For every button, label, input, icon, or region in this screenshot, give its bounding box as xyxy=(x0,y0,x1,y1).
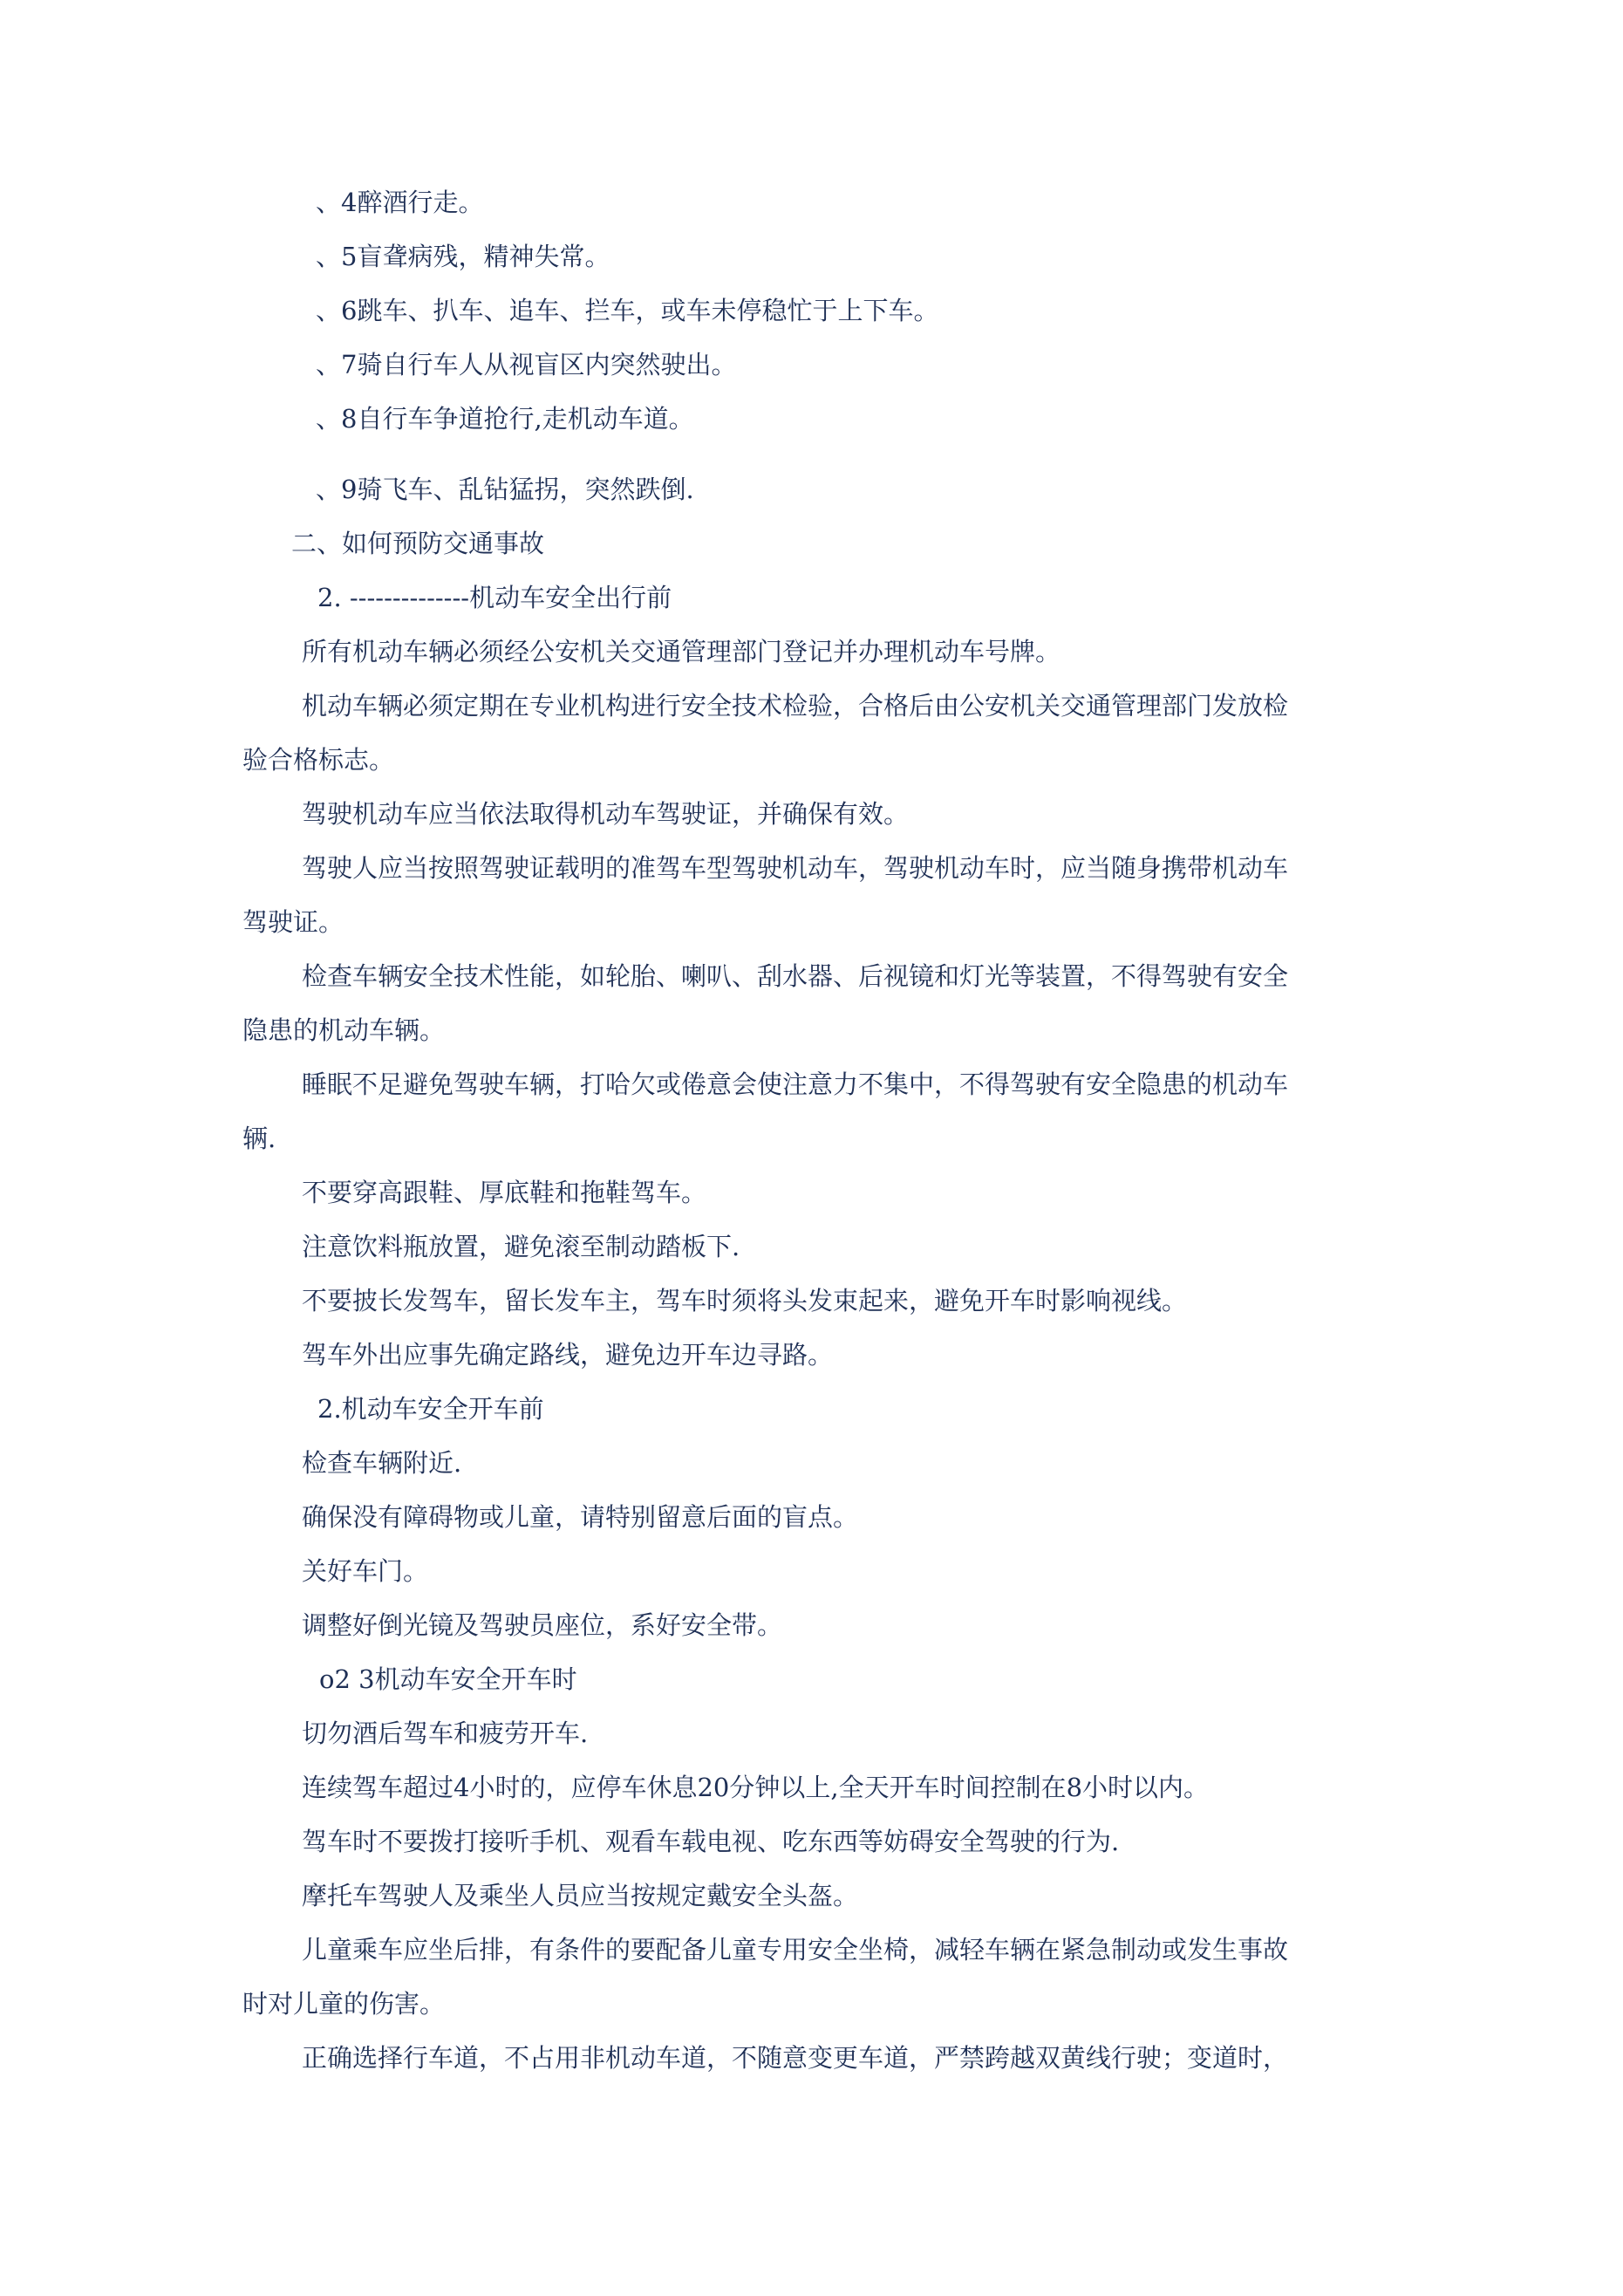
paragraph-hair: 不要披长发驾车，留长发车主，驾车时须将头发束起来，避免开车时影响视线。 xyxy=(302,1286,1188,1315)
paragraph-lane: 正确选择行车道，不占用非机动车道，不随意变更车道，严禁跨越双黄线行驶；变道时， xyxy=(302,2043,1289,2073)
list-item-4: 、4醉酒行走。 xyxy=(316,188,484,217)
paragraph-bottle: 注意饮料瓶放置，避免滚至制动踏板下. xyxy=(302,1232,740,1261)
paragraph-check-around: 检查车辆附近. xyxy=(302,1448,462,1478)
subheading-before-trip: 2. --------------机动车安全出行前 xyxy=(317,583,672,612)
paragraph-registration: 所有机动车辆必须经公安机关交通管理部门登记并办理机动车号牌。 xyxy=(302,637,1061,666)
subheading-while-driving: o2 3机动车安全开车时 xyxy=(319,1664,577,1694)
list-item-6: 、6跳车、扒车、追车、拦车，或车未停稳忙于上下车。 xyxy=(316,296,939,325)
paragraph-rest: 连续驾车超过4小时的，应停车休息20分钟以上,全天开车时间控制在8小时以内。 xyxy=(302,1773,1210,1802)
paragraph-inspection-line1: 机动车辆必须定期在专业机构进行安全技术检验，合格后由公安机关交通管理部门发放检 xyxy=(302,691,1289,721)
paragraph-inspection-line2: 验合格标志。 xyxy=(242,745,395,775)
paragraph-blind-spot: 确保没有障碍物或儿童，请特别留意后面的盲点。 xyxy=(302,1502,859,1532)
paragraph-check-vehicle-line2: 隐患的机动车辆。 xyxy=(242,1015,446,1045)
paragraph-helmet: 摩托车驾驶人及乘坐人员应当按规定戴安全头盔。 xyxy=(302,1881,859,1910)
paragraph-phone: 驾车时不要拨打接听手机、观看车载电视、吃东西等妨碍安全驾驶的行为. xyxy=(302,1827,1120,1856)
section-heading: 二、如何预防交通事故 xyxy=(291,529,545,558)
paragraph-doors: 关好车门。 xyxy=(302,1556,429,1586)
paragraph-mirrors: 调整好倒光镜及驾驶员座位，系好安全带。 xyxy=(302,1610,783,1640)
paragraph-no-drink: 切勿酒后驾车和疲劳开车. xyxy=(302,1719,589,1748)
paragraph-route: 驾车外出应事先确定路线，避免边开车边寻路。 xyxy=(302,1340,834,1370)
list-item-7: 、7骑自行车人从视盲区内突然驶出。 xyxy=(316,350,737,379)
paragraph-license: 驾驶机动车应当依法取得机动车驾驶证，并确保有效。 xyxy=(302,799,910,829)
paragraph-license-type-line1: 驾驶人应当按照驾驶证载明的准驾车型驾驶机动车，驾驶机动车时，应当随身携带机动车 xyxy=(302,853,1289,883)
list-item-8: 、8自行车争道抢行,走机动车道。 xyxy=(316,404,694,434)
paragraph-check-vehicle-line1: 检查车辆安全技术性能，如轮胎、喇叭、刮水器、后视镜和灯光等装置，不得驾驶有安全 xyxy=(302,961,1289,991)
paragraph-license-type-line2: 驾驶证。 xyxy=(242,907,344,937)
list-item-9: 、9骑飞车、乱钻猛拐，突然跌倒. xyxy=(316,475,694,504)
paragraph-sleep-line2: 辆. xyxy=(242,1124,276,1153)
paragraph-shoes: 不要穿高跟鞋、厚底鞋和拖鞋驾车。 xyxy=(302,1178,707,1207)
paragraph-child-seat-line1: 儿童乘车应坐后排，有条件的要配备儿童专用安全坐椅，减轻车辆在紧急制动或发生事故 xyxy=(302,1935,1289,1965)
paragraph-child-seat-line2: 时对儿童的伤害。 xyxy=(242,1989,446,2019)
paragraph-sleep-line1: 睡眠不足避免驾驶车辆，打哈欠或倦意会使注意力不集中，不得驾驶有安全隐患的机动车 xyxy=(302,1069,1289,1099)
list-item-5: 、5盲聋病残，精神失常。 xyxy=(316,242,610,271)
subheading-before-start: 2.机动车安全开车前 xyxy=(317,1394,544,1424)
